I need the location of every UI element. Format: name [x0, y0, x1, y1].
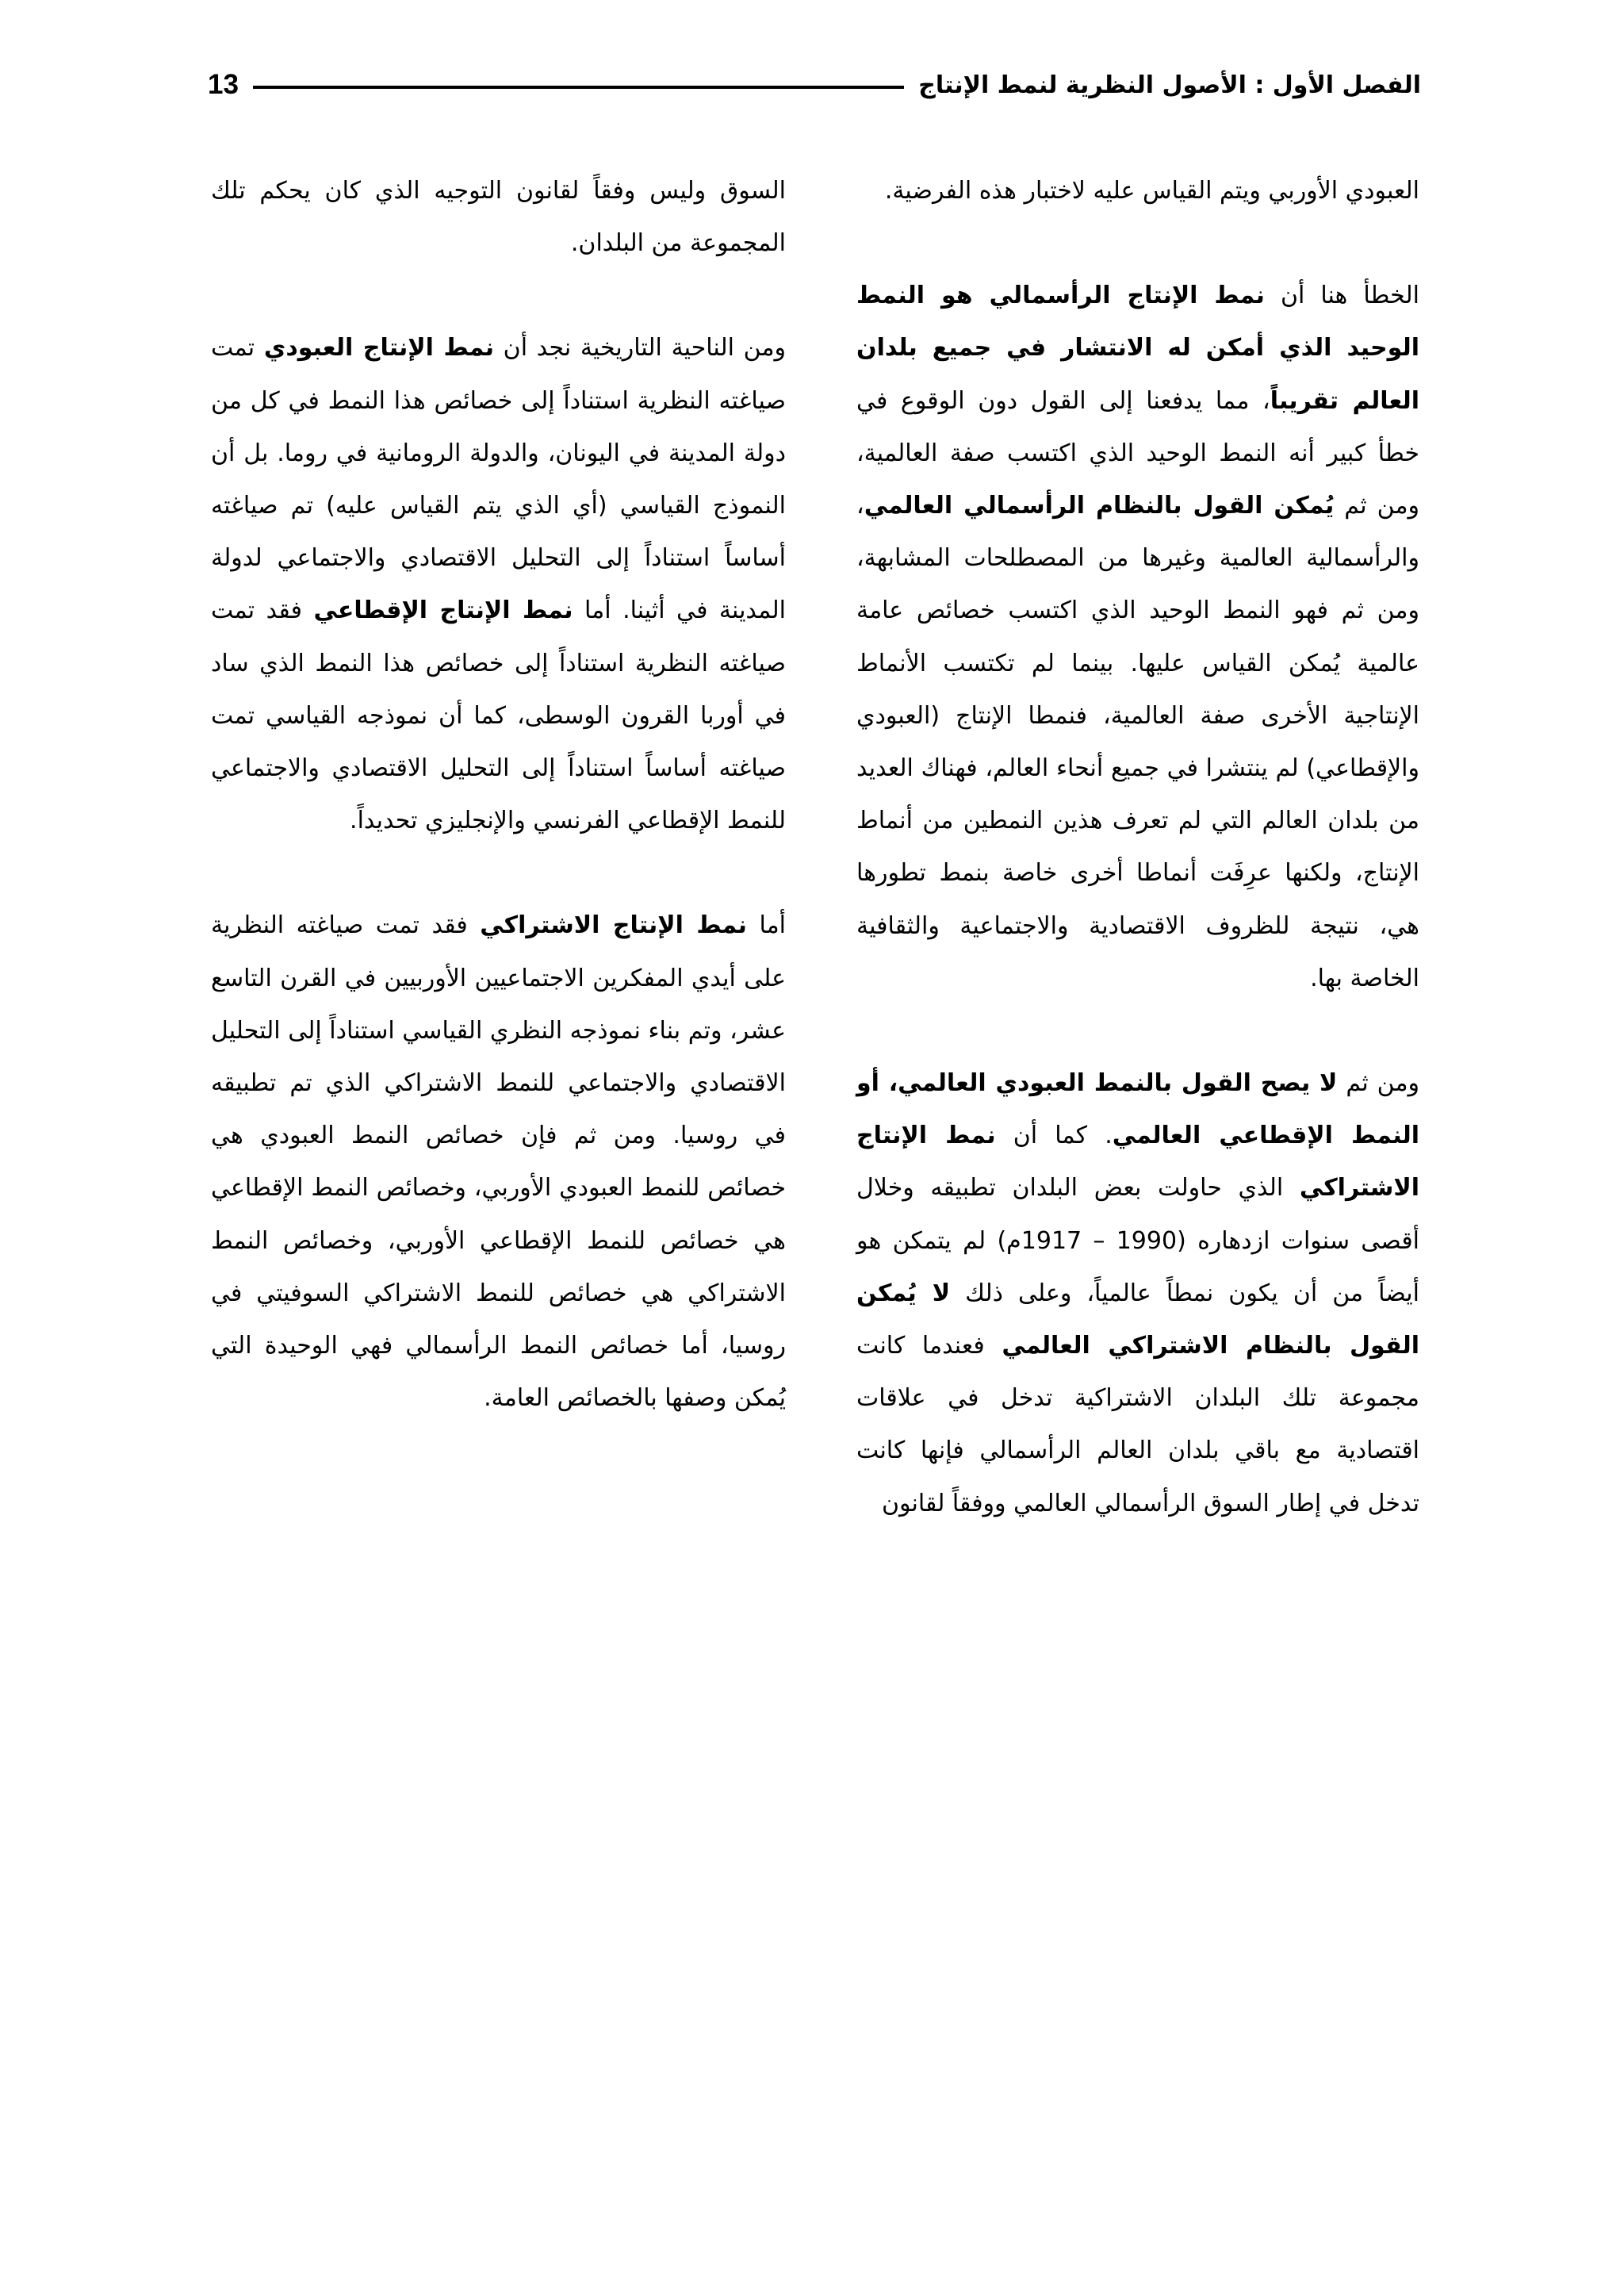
bold-phrase: لا يُمكن القول بالنظام الاشتراكي العالمي: [856, 1279, 1419, 1360]
bold-phrase: نمط الإنتاج الاشتراكي: [856, 1122, 1419, 1203]
chapter-title: الفصل الأول : الأصول النظرية لنمط الإنتاج: [918, 71, 1421, 99]
right-column: [856, 165, 1419, 1530]
left-column: [211, 165, 786, 1425]
year-range: 1917 – 1990: [1021, 1226, 1178, 1255]
bold-phrase: نمط الإنتاج الرأسمالي هو النمط الوحيد الذي أمكن له الانتشار في جميع بلدان العالم تقريباً: [856, 282, 1419, 415]
bold-phrase: نمط الإنتاج العبودي: [263, 334, 494, 362]
bold-phrase: لا يصح القول بالنمط العبودي العالمي، أو النمط الإقطاعي العالمي: [856, 1069, 1419, 1150]
page-number: 13: [208, 69, 239, 100]
header-rule: [253, 86, 904, 89]
paragraph: الخطأ هنا أن نمط الإنتاج الرأسمالي هو النمط الوحيد الذي أمكن له الانتشار في جميع بلدان العالم تقريباً، مما يدفعنا إلى القول دون الوقوع في خطأ كبير أنه النمط الوحيد الذي اكتسب صفة العالمية، ومن ثم يُمكن القول بالنظام الرأسمالي العالمي، والرأسمالية العالمية وغيرها من المصطلحات المشابهة، ومن ثم فهو النمط الوحيد الذي اكتسب خصائص عامة عالمية يُمكن القياس عليها. بينما لم تكتسب الأنماط الإنتاجية الأخرى صفة العالمية، فنمطا الإنتاج (العبودي والإقطاعي) لم ينتشرا في جميع أنحاء العالم، فهناك العديد من بلدان العالم التي لم تعرف هذين النمطين من أنماط الإنتاج، ولكنها عرِفَت أنماطا أخرى خاصة بنمط تطورها هي، نتيجة للظروف الاقتصادية والاجتماعية والثقافية الخاصة بها.: [856, 282, 1420, 992]
bold-phrase: نمط الإنتاج الاشتراكي: [480, 911, 747, 940]
paragraph: ومن الناحية التاريخية نجد أن نمط الإنتاج العبودي تمت صياغته النظرية استناداً إلى خصائص هذا النمط في كل من دولة المدينة في اليونان، والدولة الرومانية في روما. بل أن النموذج القياسي (أي الذي يتم القياس عليه) تم صياغته أساساً استناداً إلى التحليل الاقتصادي والاجتماعي لدولة المدينة في أثينا. أما نمط الإنتاج الإقطاعي فقد تمت صياغته النظرية استناداً إلى خصائص هذا النمط الذي ساد في أوربا القرون الوسطى، كما أن نموذجه القياسي تمت صياغته أساساً استناداً إلى التحليل الاقتصادي والاجتماعي للنمط الإقطاعي الفرنسي والإنجليزي تحديداً.: [211, 334, 786, 835]
page-header: [208, 57, 1421, 113]
bold-phrase: نمط الإنتاج الإقطاعي: [313, 596, 573, 625]
bold-phrase: يُمكن القول بالنظام الرأسمالي العالمي: [864, 492, 1335, 520]
paragraph: العبودي الأوربي ويتم القياس عليه لاختبار هذه الفرضية.: [884, 177, 1419, 205]
paragraph: السوق وليس وفقاً لقانون التوجيه الذي كان يحكم تلك المجموعة من البلدان.: [211, 177, 786, 258]
paragraph: أما نمط الإنتاج الاشتراكي فقد تمت صياغته النظرية على أيدي المفكرين الاجتماعيين الأوربيين في القرن التاسع عشر، وتم بناء نموذجه النظري القياسي استناداً إلى التحليل الاقتصادي والاجتماعي للنمط الاشتراكي الذي تم تطبيقه في روسيا. ومن ثم فإن خصائص النمط العبودي هي خصائص للنمط العبودي الأوربي، وخصائص النمط الإقطاعي هي خصائص للنمط الإقطاعي الأوربي، وخصائص النمط الاشتراكي هي خصائص للنمط الاشتراكي السوفيتي في روسيا، أما خصائص النمط الرأسمالي فهي الوحيدة التي يُمكن وصفها بالخصائص العامة.: [211, 911, 786, 1413]
paragraph: ومن ثم لا يصح القول بالنمط العبودي العالمي، أو النمط الإقطاعي العالمي. كما أن نمط الإنتاج الاشتراكي الذي حاولت بعض البلدان تطبيقه وخلال أقصى سنوات ازدهاره (1917 – 1990م) لم يتمكن هو أيضاً من أن يكون نمطاً عالمياً، وعلى ذلك لا يُمكن القول بالنظام الاشتراكي العالمي فعندما كانت مجموعة تلك البلدان الاشتراكية تدخل في علاقات اقتصادية مع باقي بلدان العالم الرأسمالي فإنها كانت تدخل في إطار السوق الرأسمالي العالمي ووفقاً لقانون: [856, 1069, 1420, 1517]
